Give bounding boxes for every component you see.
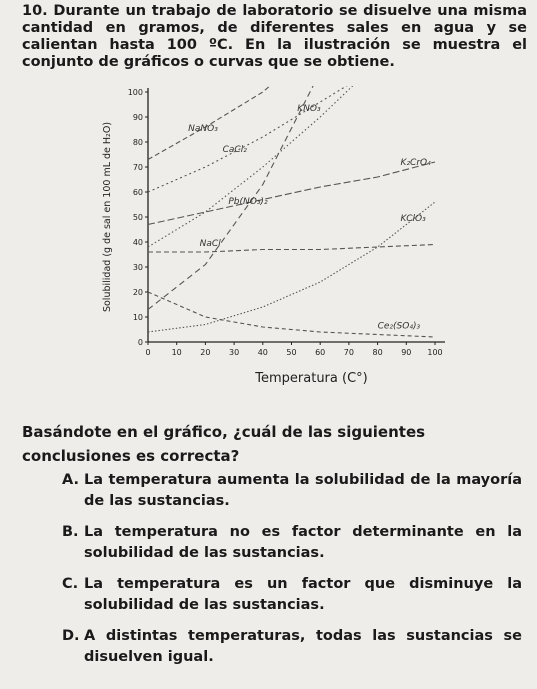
option-b[interactable] [62,522,522,564]
question-prompt: Basándote en el gráfico, ¿cuál de las siguientes conclusiones es correcta? [22,423,426,465]
series-line-6 [148,202,435,332]
question-number: 10. [22,3,48,19]
series-line-0 [148,84,435,160]
y-tick-label: 50 [132,213,143,222]
x-tick-label: 60 [315,348,326,357]
solubility-chart [80,84,520,404]
option-b-letter: B. [62,524,79,540]
x-tick-label: 40 [257,348,268,357]
series-line-5 [148,245,435,253]
option-c[interactable] [62,574,522,616]
option-a-letter: A. [62,472,79,488]
series-label-7: Ce₂(SO₄)₃ [377,321,421,332]
y-axis-label: Solubilidad (g de sal en 100 mL de H₂O) [102,121,113,313]
x-tick-label: 70 [343,348,354,357]
y-tick-label: 60 [132,188,143,197]
series-label-3: KNO₃ [297,104,321,114]
series-group [148,84,435,337]
option-d-text: A distintas temperaturas, todas las sustancias se disuelven igual. [84,628,522,665]
series-line-2 [148,84,435,247]
series-label-1: CaCl₂ [222,145,247,155]
series-line-3 [148,84,435,310]
x-tick-label: 100 [427,348,443,357]
x-tick-label: 20 [200,348,211,357]
x-axis-label: Temperatura (C°) [255,371,368,386]
option-c-text: La temperatura es un factor que disminuye la solubilidad de las sustancias. [84,576,522,613]
answer-options [62,470,522,678]
option-c-letter: C. [62,576,79,592]
series-label-5: NaCl [199,239,221,249]
series-label-2: Pb(NO₃)₂ [228,197,268,207]
question-text: Durante un trabajo de laboratorio se disuelve una misma cantidad en gramos, de diferentes sales en agua y se calientan hasta 100 ºC. En la ilustración se muestra el conjunto de gráficos o curvas que se obtiene. [22,3,527,70]
option-a[interactable] [62,470,522,512]
series-label-6: KClO₃ [400,214,426,224]
option-b-text: La temperatura no es factor determinante en la solubilidad de las sustancias. [84,524,522,561]
y-tick-label: 20 [132,288,143,297]
y-tick-label: 10 [132,313,143,322]
y-tick-label: 0 [137,338,143,347]
series-line-4 [148,162,435,225]
question-statement [22,3,527,71]
y-tick-label: 40 [132,238,143,247]
option-d-letter: D. [62,628,80,644]
y-tick-label: 70 [132,163,143,172]
x-tick-label: 0 [145,348,151,357]
y-tick-label: 90 [132,113,143,122]
y-tick-label: 80 [132,138,143,147]
option-d[interactable] [62,626,522,668]
series-label-0: NaNO₃ [188,123,218,134]
solubility-chart-svg [80,84,520,404]
series-line-1 [148,84,435,192]
x-tick-label: 80 [372,348,383,357]
x-tick-label: 90 [401,348,412,357]
y-tick-label: 30 [132,263,143,272]
series-label-4: K₂CrO₄ [400,158,431,168]
x-tick-label: 30 [229,348,240,357]
option-a-text: La temperatura aumenta la solubilidad de la mayoría de las sustancias. [84,472,522,509]
x-tick-label: 10 [171,348,182,357]
y-tick-label: 100 [127,88,143,97]
x-tick-label: 50 [286,348,297,357]
